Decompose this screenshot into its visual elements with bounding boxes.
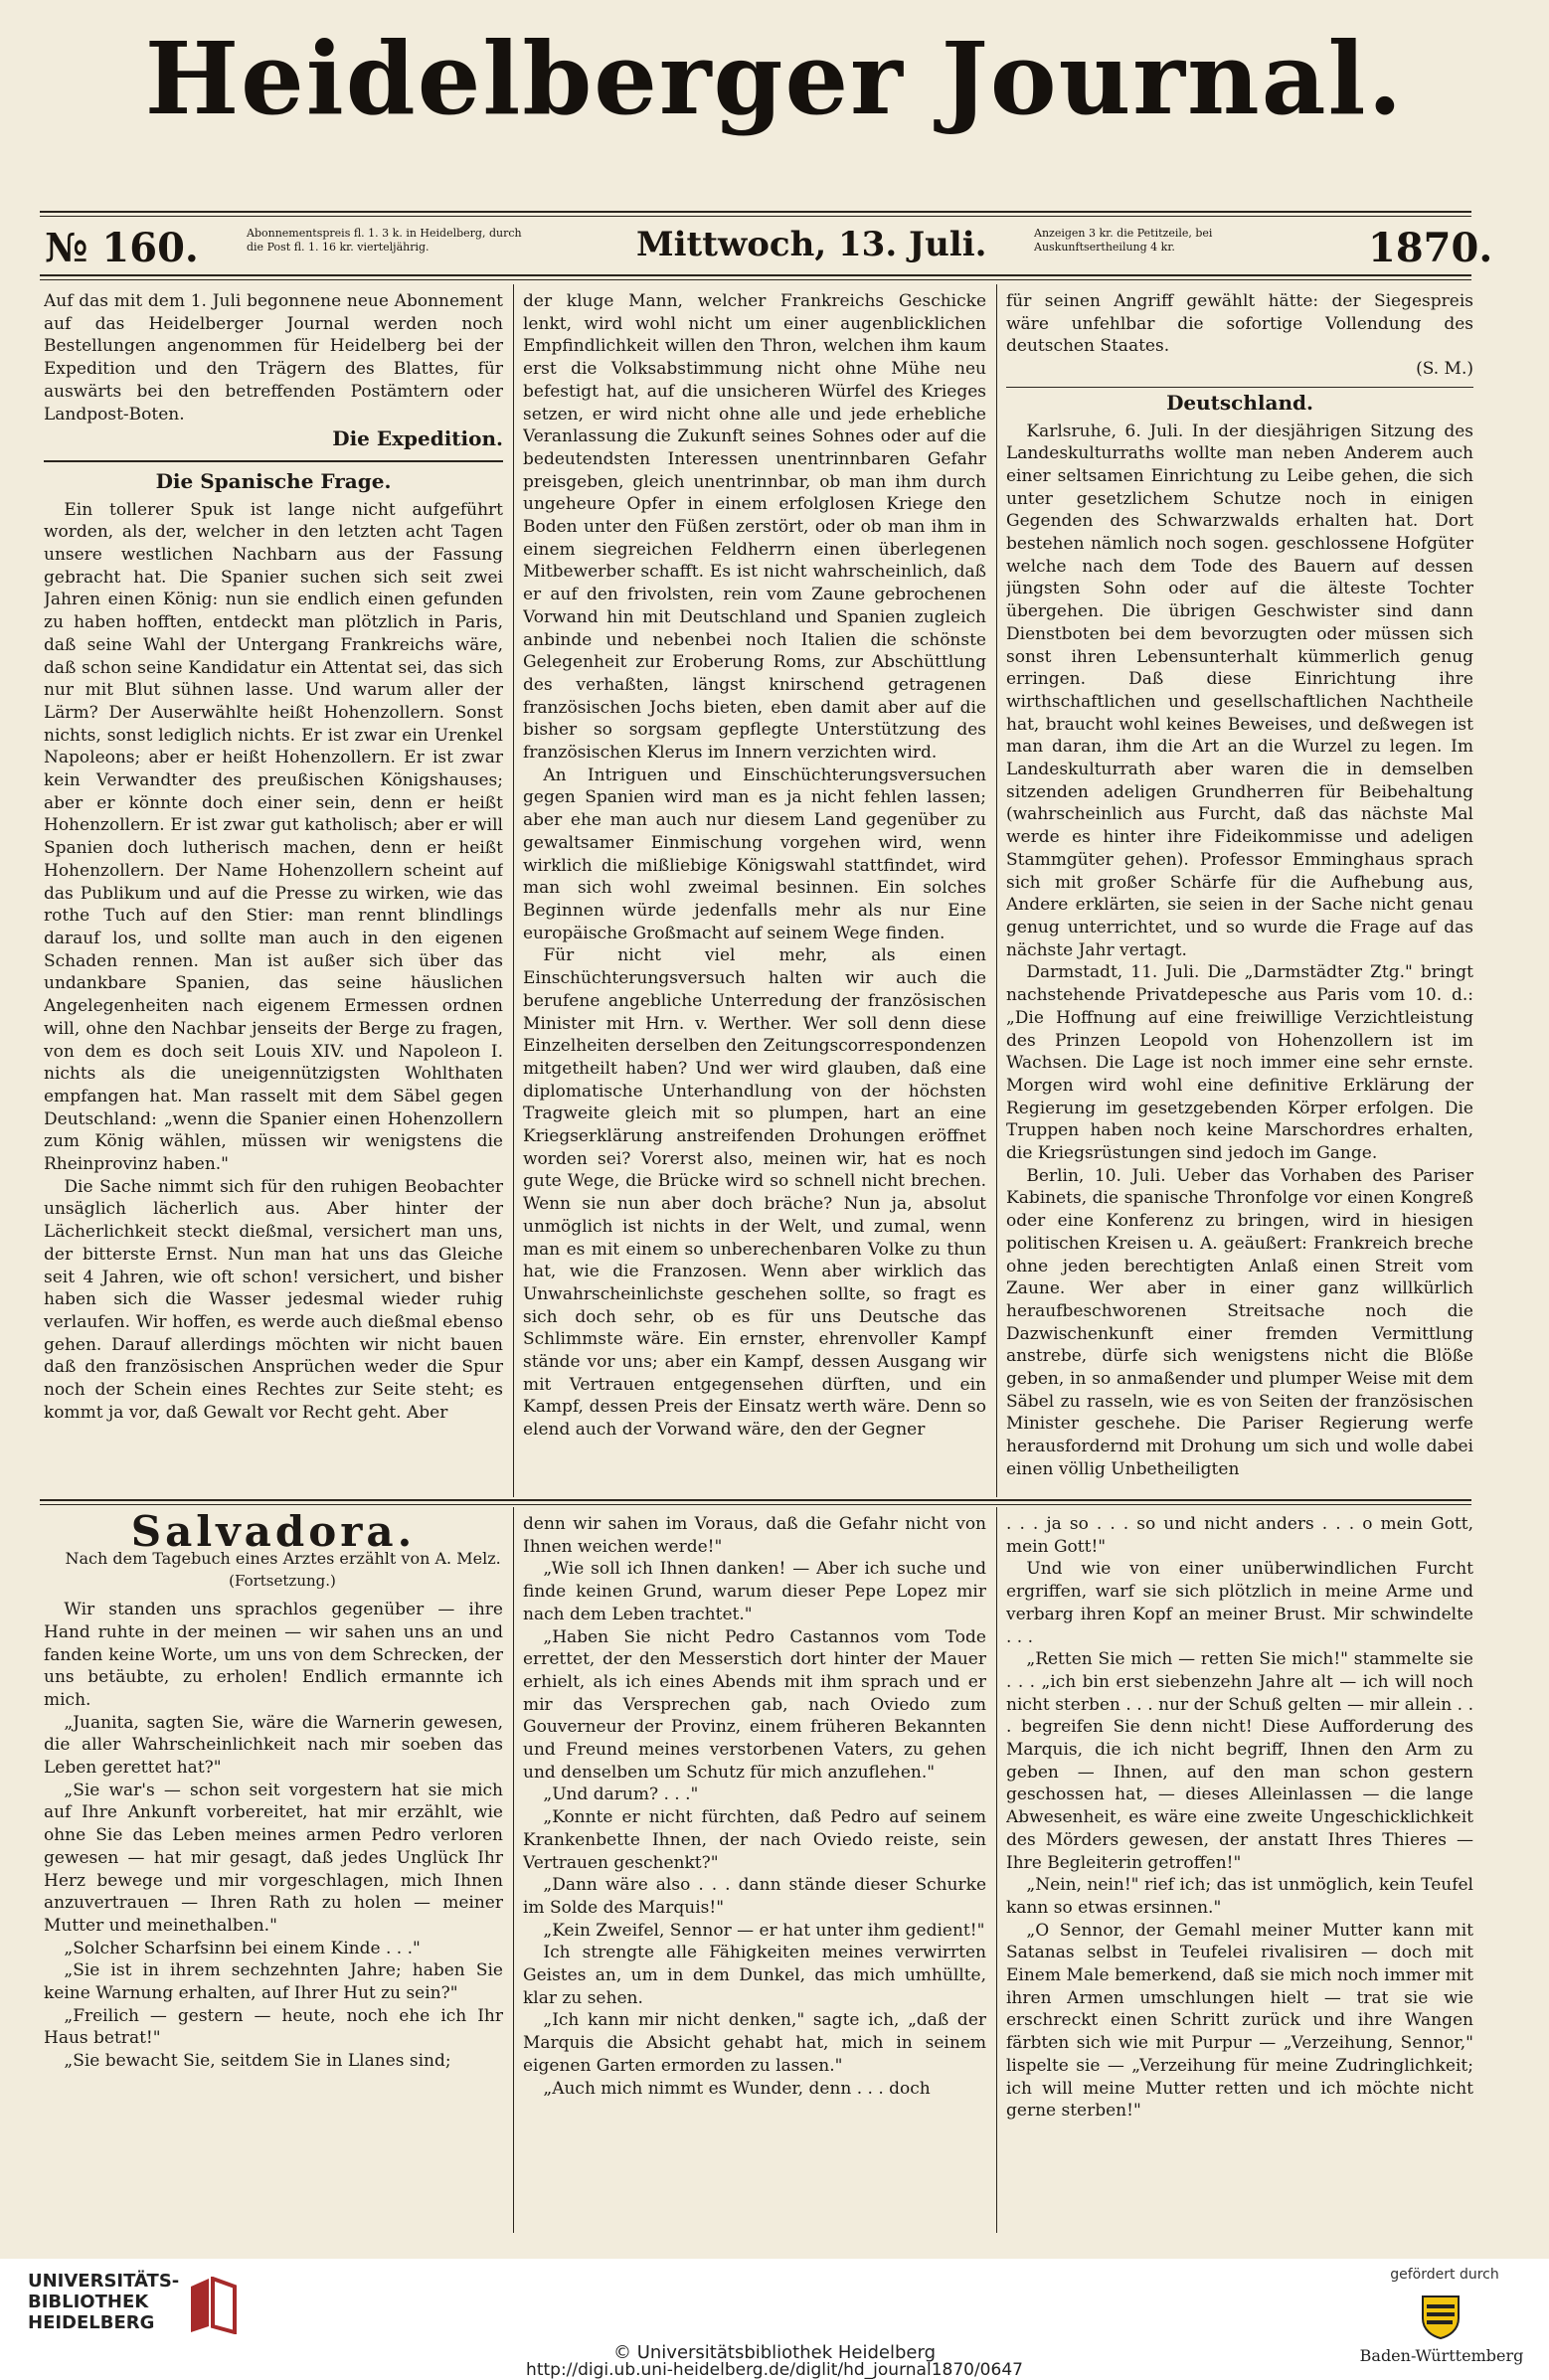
column-1-upper	[44, 290, 503, 1483]
story-paragraph: „Ich kann mir nicht denken," sagte ich, „daß der Marquis die Absicht gehabt hat, mich in seinem eigenen Garten ermorden zu lassen."	[523, 2010, 986, 2076]
news-item: Berlin, 10. Juli. Ueber das Vorhaben des Pariser Kabinets, die spanische Thronfolge vor einen Kongreß oder eine Konferenz zu bringen, wird in hiesigen politischen Kreisen u. A. geäußert: Frankreich breche ohne jeden berechtigten Anlaß einen Streit vom Zaune. Wer aber in einer ganz willkürlich heraufbeschworenen Streitsache noch die Dazwischenkunft einer fremden Vermittlung anstrebe, dürfe sich wenigstens nicht die Blöße geben, in so anmaßender und plumper Weise mit dem Säbel zu rasseln, wie es von Seiten der französischen Minister geschehe. Die Pariser Regierung werfe herausfordernd mit Drohung um sich und wolle dabei einen völlig Unbetheiligten	[1006, 1165, 1473, 1479]
article-paragraph: der kluge Mann, welcher Frankreichs Geschicke lenkt, wird wohl nicht um einer augenblicklichen Empfindlichkeit willen den Thron, welchen ihm kaum erst die Volksabstimmung nicht ohne Mühe neu befestigt hat, auf die unsicheren Würfel des Krieges setzen, er wird nicht ohne alle und jede erhebliche Veranlassung die Zukunft seines Sohnes oder auf die bedeutendsten Interessen unentrinnbaren Gefahr preisgeben, gleich unentrinnbar, ob man ihm durch ungeheure Opfer in einem erfolglosen Kriege den Boden unter den Füßen zerstört, oder ob man ihm in einem siegreichen Feldherrn einen überlegenen Mitbewerber schafft. Es ist nicht wahrscheinlich, daß er auf den frivolsten, rein vom Zaune gebrochenen Vorwand hin mit Deutschland und Spanien zugleich anbinde und nebenbei noch Italien die schönste Gelegenheit zur Eroberung Roms, zur Abschüttlung des verhaßten, längst knirschend getragenen französischen Jochs bieten, eben damit aber auf die bisher so sorgsam gepflegte Unterstützung des französischen Klerus im Innern verzichten wird.	[523, 291, 986, 764]
story-paragraph: „Wie soll ich Ihnen danken! — Aber ich suche und finde keinen Grund, warum dieser Pepe Lopez mir nach dem Leben trachtet."	[523, 1559, 986, 1624]
story-paragraph: „Sie ist in ihrem sechzehnten Jahre; haben Sie keine Warnung erhalten, auf Ihrer Hut zu sein?"	[44, 1960, 503, 2004]
issue-date: Mittwoch, 13. Juli.	[636, 225, 987, 264]
masthead-title: Heidelberger Journal.	[144, 20, 1405, 137]
story-paragraph: Und wie von einer unüberwindlichen Furcht ergriffen, warf sie sich plötzlich in meine Arme und verbarg ihren Kopf an meiner Brust. Mir schwindelte . . .	[1006, 1559, 1473, 1647]
library-logo	[28, 2271, 180, 2333]
article-paragraph: Ein tollerer Spuk ist lange nicht aufgeführt worden, als der, welcher in den letzten acht Tagen unsere westlichen Nachbarn aus der Fassung gebracht hat. Die Spanier suchen sich seit zwei Jahren einen König: nun sie endlich einen gefunden zu haben hofften, entdeckt man plötzlich in Paris, daß seine Wahl der Untergang Frankreichs wäre, daß schon seine Kandidatur ein Attentat sei, das sich nur mit Blut sühnen lasse. Und warum aller der Lärm? Der Auserwählte heißt Hohenzollern. Sonst nichts, sonst lediglich nichts. Er ist zwar ein Urenkel Napoleons; aber er heißt Hohenzollern. Er ist zwar kein Verwandter des preußischen Königshauses; aber er könnte doch einer sein, denn er heißt Hohenzollern. Er ist zwar gut katholisch; aber er will Spanien doch lutherisch machen, denn er heißt Hohenzollern. Der Name Hohenzollern scheint auf das Publikum und auf die Presse zu wirken, wie das rothe Tuch auf den Stier: man rennt blindlings darauf los, und sollte man auch in den eigenen Schaden rennen. Man ist außer sich über das undankbare Spanien, das seine häuslichen Angelegenheiten nach eigenem Ermessen ordnen will, ohne den Nachbar jenseits der Berge zu fragen, von dem es doch seit Louis XIV. und Napoleon I. nichts als die uneigennützigsten Wohlthaten empfangen hat. Man rasselt mit dem Säbel gegen Deutschland: „wenn die Spanier einen Hohenzollern zum König wählen, müssen wir wenigstens die Rheinprovinz haben."	[44, 499, 503, 1175]
feuilleton-rule-thin	[40, 1504, 1471, 1505]
feuilleton-title: Salvadora.	[130, 1513, 417, 1556]
story-paragraph: Wir standen uns sprachlos gegenüber — ihre Hand ruhte in der meinen — wir sahen uns an und fanden keine Worte, um uns von dem Schrecken, der uns betäubte, zu erholen! Endlich ermannte ich mich.	[44, 1600, 503, 1710]
advertisement-price: Anzeigen 3 kr. die Petitzeile, bei Auskunftsertheilung 4 kr.	[1034, 227, 1213, 254]
story-paragraph: denn wir sahen im Voraus, daß die Gefahr nicht von Ihnen weichen werde!"	[523, 1514, 986, 1557]
article-paragraph: Für nicht viel mehr, als einen Einschüchterungsversuch halten wir auch die berufene angebliche Unterredung der französischen Minister mit Hrn. v. Werther. Wer soll denn diese Einzelheiten derselben den Zeitungscorrespondenzen mitgetheilt haben? Und wer wird glauben, daß eine diplomatische Unterhandlung von der höchsten Tragweite gleich mit so plumpen, hart an eine Kriegserklärung anstreifenden Drohungen eröffnet worden sei? Vorerst also, meinen wir, hat es noch gute Wege, die Brücke wird so schnell nicht brechen. Wenn sie nun aber doch bräche? Nun ja, absolut unmöglich ist nichts in der Welt, und zumal, wenn man es mit einem so unberechenbaren Volke zu thun hat, wie die Franzosen. Wenn aber wirklich das Unwahrscheinlichste geschehen sollte, so fragt es sich doch sehr, ob es für uns Deutsche das Schlimmste wäre. Ein ernster, ehrenvoller Kampf stände vor uns; aber ein Kampf, dessen Ausgang wir mit Vertrauen entgegensehen dürften, und ein Kampf, dessen Preis der Einsatz werth wäre. Denn so elend auch der Vorwand wäre, den der Gegner	[523, 945, 986, 1441]
library-logo-line: HEIDELBERG	[28, 2312, 155, 2333]
column-divider	[513, 284, 514, 1497]
header-rule-bottom	[40, 274, 1471, 276]
subscription-notice: Auf das mit dem 1. Juli begonnene neue Abonnement auf das Heidelberger Journal werden noch Bestellungen angenommen für Heidelberg bei der Expedition und den Trägern des Blattes, für auswärts bei den betreffenden Postämtern oder Landpost-Boten.	[44, 291, 503, 425]
article-paragraph: für seinen Angriff gewählt hätte: der Siegespreis wäre unfehlbar die sofortige Vollendung des deutschen Staates.	[1006, 291, 1473, 357]
funder-name: Baden-Württemberg	[1359, 2346, 1524, 2365]
story-paragraph: „Dann wäre also . . . dann stände dieser Schurke im Solde des Marquis!"	[523, 1875, 986, 1918]
issue-year: 1870.	[1368, 225, 1493, 271]
column-divider	[996, 1507, 997, 2233]
library-logo-line: BIBLIOTHEK	[28, 2292, 149, 2312]
news-item: Darmstadt, 11. Juli. Die „Darmstädter Ztg." bringt nachstehende Privatdepesche aus Paris vom 10. d.: „Die Hoffnung auf eine freiwillige Verzichtleistung des Prinzen Leopold von Hohenzollern ist im Wachsen. Die Lage ist noch immer eine sehr ernste. Morgen wird wohl eine definitive Erklärung der Regierung im gesetzgebenden Körper erfolgen. Die Truppen haben noch keine Marschordres erhalten, die Kriegsrüstungen sind jedoch im Gange.	[1006, 962, 1473, 1164]
story-paragraph: „Sie bewacht Sie, seitdem Sie in Llanes sind;	[64, 2051, 451, 2072]
issue-number: № 160.	[45, 225, 199, 271]
coat-of-arms-icon	[1419, 2293, 1463, 2340]
story-paragraph: „Nein, nein!" rief ich; das ist unmöglich, kein Teufel kann so etwas ersinnen."	[1006, 1875, 1473, 1918]
story-paragraph: „Juanita, sagten Sie, wäre die Warnerin gewesen, die aller Wahrscheinlichkeit nach mir soeben das Leben gerettet hat?"	[44, 1712, 503, 1779]
copyright-notice: © Universitätsbibliothek Heidelberg	[612, 2342, 936, 2363]
feuilleton-column-2	[523, 1513, 986, 2229]
feuilleton-continuation: (Fortsetzung.)	[229, 1572, 336, 1591]
story-paragraph: „Konnte er nicht fürchten, daß Pedro auf seinem Krankenbette Ihnen, der nach Oviedo reiste, sein Vertrauen geschenkt?"	[523, 1807, 986, 1873]
column-3-upper	[1006, 290, 1473, 1483]
story-paragraph: „Auch mich nimmt es Wunder, denn . . . doch	[543, 2078, 931, 2099]
story-paragraph: „Haben Sie nicht Pedro Castannos vom Tode errettet, der den Messerstich dort hinter der Mauer erhielt, als ich eines Abends mit ihm sprach und er mir das Versprechen gab, nach Oviedo zum Gouverneur der Provinz, einem früheren Bekannten und Freund meines verstorbenen Vaters, zu gehen und denselben um Schutz für mich anzuflehen."	[523, 1626, 986, 1783]
article-heading-spanish-question: Die Spanische Frage.	[155, 468, 392, 493]
feuilleton-column-1	[44, 1513, 503, 2229]
notice-rule	[44, 460, 503, 462]
story-paragraph: . . . ja so . . . so und nicht anders . . . o mein Gott, mein Gott!"	[1006, 1514, 1473, 1557]
library-mark-icon	[187, 2277, 239, 2334]
story-paragraph: „Freilich — gestern — heute, noch ehe ich Ihr Haus betrat!"	[44, 2005, 503, 2049]
story-paragraph: „Sie war's — schon seit vorgestern hat sie mich auf Ihre Ankunft vorbereitet, hat mir erzählt, wie ohne Sie das Leben meines armen Pedro verloren gewesen — hat mir gesagt, daß jedes Unglück Ihr Herz bewege und mir vorgeschlagen, mich Ihnen anzuvertrauen — Ihren Rath zu holen — meiner Mutter und meinethalben."	[44, 1780, 503, 1936]
library-logo-line: UNIVERSITÄTS-	[28, 2271, 180, 2292]
article-signature: (S. M.)	[1416, 359, 1473, 380]
feuilleton-column-3	[1006, 1513, 1473, 2229]
feuilleton-byline: Nach dem Tagebuch eines Arztes erzählt von A. Melz.	[65, 1548, 501, 1568]
column-divider	[996, 284, 997, 1497]
funded-by-label: gefördert durch	[1390, 2267, 1499, 2283]
story-paragraph: „Retten Sie mich — retten Sie mich!" stammelte sie . . . „ich bin erst siebenzehn Jahre alt — ich will noch nicht sterben . . . nur der Schuß gelten — mir allein . . . begreifen Sie denn nicht! Diese Aufforderung des Marquis, die ich nicht begriff, Ihnen den Arm zu geben — Ihnen, auf den man schon gestern geschossen hat, — dieses Alleinlassen — die lange Abwesenheit, es wäre eine zweite Ungeschicklichkeit des Mörders gewesen, der anstatt Ihres Thieres — Ihre Begleiterin getroffen!"	[1006, 1649, 1473, 1873]
story-paragraph: „O Sennor, der Gemahl meiner Mutter kann mit Satanas selbst in Teufelei rivalisiren — doch mit Einem Male bemerkend, daß sie mich noch immer mit ihren Armen umschlungen hielt — trat sie wie erschreckt einen Schritt zurück und ihre Wangen färbten sich wie mit Purpur — „Verzeihung, Sennor," lispelte sie — „Verzeihung für meine Zudringlichkeit; ich will meine Mutter retten und ich möchte nicht gerne sterben!"	[1006, 1920, 1473, 2122]
column-divider	[513, 1507, 514, 2233]
story-paragraph: „Und darum? . . ."	[543, 1785, 699, 1805]
column-2-upper	[523, 290, 986, 1483]
notice-signature: Die Expedition.	[332, 426, 503, 451]
story-paragraph: „Solcher Scharfsinn bei einem Kinde . . ."	[64, 1938, 421, 1958]
article-paragraph: Die Sache nimmt sich für den ruhigen Beobachter unsäglich lächerlich aus. Aber hinter der Lächerlichkeit steckt dießmal, versichert man uns, der bitterste Ernst. Nun man hat uns das Gleiche seit 4 Jahren, wie oft schon! versichert, und bisher haben sich die Wasser jedesmal wieder ruhig verlaufen. Wir hoffen, es werde auch dießmal ebenso gehen. Darauf allerdings möchten wir nicht bauen daß den französischen Ansprüchen weder die Spur noch der Schein eines Rechtes zur Seite steht; es kommt ja vor, daß Gewalt vor Recht geht. Aber	[44, 1176, 503, 1423]
feuilleton-rule	[40, 1499, 1471, 1501]
article-paragraph: An Intriguen und Einschüchterungsversuchen gegen Spanien wird man es ja nicht fehlen lassen; aber ehe man auch nur diesem Land gegenüber zu gewaltsamer Einmischung vorgehen wird, wenn wirklich die mißliebige Königswahl stattfindet, wird man sich wohl zweimal besinnen. Ein solches Beginnen würde jedenfalls mehr als nur Eine europäische Großmacht auf seinem Wege finden.	[523, 765, 986, 943]
article-rule	[1006, 387, 1473, 388]
masthead-rule-top-thin	[40, 216, 1471, 217]
permalink[interactable]: http://digi.ub.uni-heidelberg.de/diglit/hd_journal1870/0647	[526, 2360, 1023, 2380]
news-item: Karlsruhe, 6. Juli. In der diesjährigen Sitzung des Landeskulturraths wollte man neben Anderem auch einer seltsamen Einrichtung zu Leibe gehen, die sich unter gesetzlichem Schutze noch in einigen Gegenden des Schwarzwalds erhalten hat. Dort bestehen nämlich noch sogen. geschlossene Hofgüter welche nach dem Tode des Bauern auf dessen jüngsten Sohn oder auf die älteste Tochter übergehen. Die übrigen Geschwister sind dann Dienstboten bei dem bevorzugten oder müssen sich sonst ihren Lebensunterhalt kümmerlich genug erringen. Daß diese Einrichtung ihre wirthschaftlichen und gesellschaftlichen Nachtheile hat, braucht wohl keines Beweises, und deßwegen ist man daran, ihm die Art an die Wurzel zu legen. Im Landeskulturrath aber waren die in demselben sitzenden adeligen Grundherren für Beibehaltung (wahrscheinlich aus Furcht, daß das nächste Mal werde es hinter ihre Fideikommisse und adeligen Stammgüter gehen). Professor Emminghaus sprach sich mit großer Schärfe für die Aufhebung aus, Andere erklärten, sie seien in der Sache nicht genau genug unterrichtet, und so wurde die Frage auf das nächste Jahr vertagt.	[1006, 421, 1473, 960]
header-rule-bottom-thin	[40, 279, 1471, 280]
story-paragraph: „Kein Zweifel, Sennor — er hat unter ihm gedient!"	[543, 1920, 985, 1941]
article-heading-germany: Deutschland.	[1166, 390, 1313, 415]
masthead-rule-top	[40, 211, 1471, 213]
subscription-price: Abonnementspreis fl. 1. 3 k. in Heidelberg, durch die Post fl. 1. 16 kr. vierteljährig.	[247, 227, 522, 254]
story-paragraph: Ich strengte alle Fähigkeiten meines verwirrten Geistes an, um in dem Dunkel, das mich umhüllte, klar zu sehen.	[523, 1943, 986, 2008]
